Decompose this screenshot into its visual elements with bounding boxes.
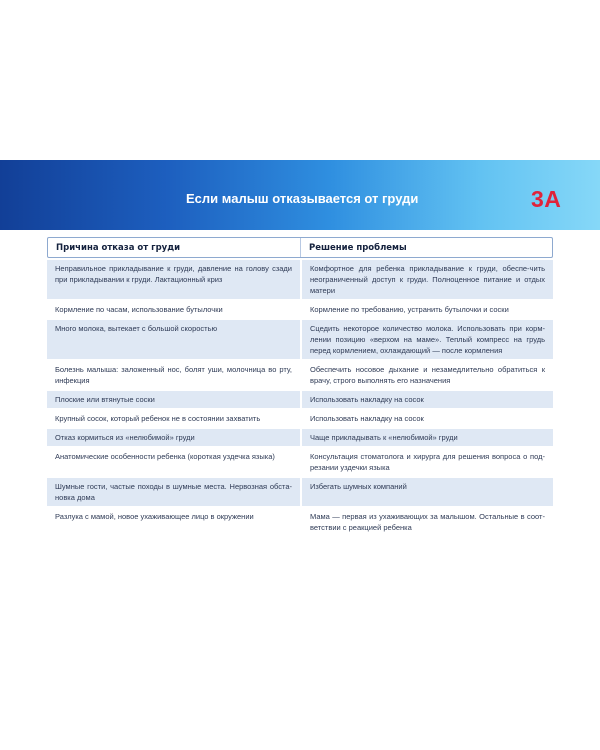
solution-cell: Консультация стоматолога и хирурга для решения вопроса о под-резании уздечки языка [300,448,553,476]
table-row [47,410,553,427]
table-body [47,260,553,536]
table-row [47,260,553,299]
table-row [47,429,553,446]
table-row [47,448,553,476]
solution-cell: Использовать накладку на сосок [300,391,553,408]
table-row [47,301,553,318]
solution-cell: Комфортное для ребенка прикладывание к груди, обеспе-чить неограниченный доступ к груди. Полноценное питание и отдых матери [300,260,553,299]
cause-cell: Разлука с мамой, новое ухаживающее лицо в окружении [55,512,254,521]
solution-cell: Сцедить некоторое количество молока. Использовать при корм-лении позицию «верхом на маме». Теплый компресс на грудь перед кормлением, охлаждающий — после кормления [300,320,553,359]
solution-cell: Обеспечить носовое дыхание и незамедлительно обратиться к врачу, строго выполнять его назначения [300,361,553,389]
cause-cell: Много молока, вытекает с большой скоростью [47,320,300,359]
cause-cell: Крупный сосок, который ребенок не в состоянии захватить [55,414,261,423]
column-header-solution: Решение проблемы [300,238,552,257]
solution-cell: Кормление по требованию, устранить бутылочки и соски [300,301,553,318]
cause-cell: Анатомические особенности ребенка (короткая уздечка языка) [55,452,275,461]
cause-cell: Неправильное прикладывание к груди, давление на голову сзади при прикладывании к груди. Лактационный криз [47,260,300,299]
solution-cell: Чаще прикладывать к «нелюбимой» груди [300,429,553,446]
table-header [47,237,553,258]
solution-cell: Мама — первая из ухаживающих за малышом. Остальные в соот-ветствии с реакцией ребенка [300,508,553,536]
solution-cell: Избегать шумных компаний [300,478,553,506]
table-row [47,361,553,389]
column-header-cause: Причина отказа от груди [56,243,181,253]
table-row [47,320,553,359]
cause-cell: Отказ кормиться из «нелюбимой» груди [47,429,300,446]
table-row [47,391,553,408]
causes-solutions-table [47,237,553,536]
table-row [47,508,553,536]
cause-cell: Кормление по часам, использование бутылочки [55,305,223,314]
cause-cell: Шумные гости, частые походы в шумные места. Нервозная обста-новка дома [47,478,300,506]
cause-cell: Болезнь малыша: заложенный нос, болят уши, молочница во рту, инфекция [55,365,292,385]
solution-cell: Использовать накладку на сосок [300,410,553,427]
section-title: Если малыш отказывается от груди [186,191,419,206]
table-row [47,478,553,506]
cause-cell: Плоские или втянутые соски [47,391,300,408]
section-badge: 3А [531,186,562,212]
